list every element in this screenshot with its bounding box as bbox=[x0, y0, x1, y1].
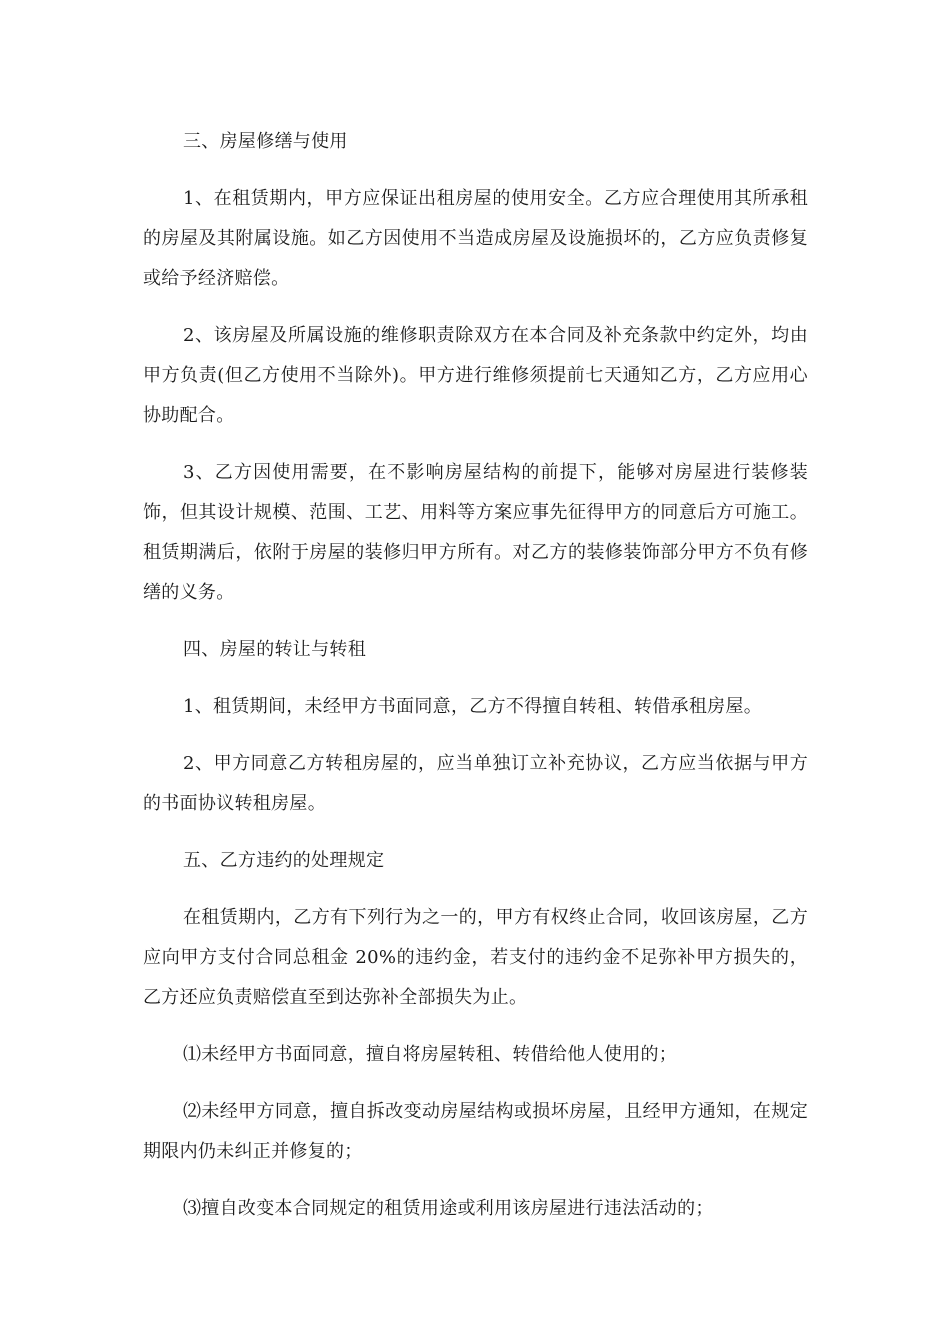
clause-breach-intro: 在租赁期内，乙方有下列行为之一的，甲方有权终止合同，收回该房屋，乙方应向甲方支付合同总租金 20%的违约金，若支付的违约金不足弥补甲方损失的，乙方还应负责赔偿直至到达弥补全部损失为止。 bbox=[143, 907, 808, 1008]
section-heading-breach: 五、乙方违约的处理规定 bbox=[183, 850, 385, 871]
section-heading-repair-use: 三、房屋修缮与使用 bbox=[183, 131, 348, 152]
clause-breach-item-3: ⑶擅自改变本合同规定的租赁用途或利用该房屋进行违法活动的； bbox=[183, 1198, 714, 1219]
clause-breach-item-1: ⑴未经甲方书面同意，擅自将房屋转租、转借给他人使用的； bbox=[183, 1044, 678, 1065]
clause-transfer-1: 1、租赁期间，未经甲方书面同意，乙方不得擅自转租、转借承租房屋。 bbox=[183, 696, 763, 717]
clause-repair-1: 1、在租赁期内，甲方应保证出租房屋的使用安全。乙方应合理使用其所承租的房屋及其附属设施。如乙方因使用不当造成房屋及设施损坏的，乙方应负责修复或给予经济赔偿。 bbox=[143, 188, 808, 289]
document-body bbox=[143, 122, 808, 1229]
clause-transfer-2: 2、甲方同意乙方转租房屋的，应当单独订立补充协议，乙方应当依据与甲方的书面协议转租房屋。 bbox=[143, 753, 808, 814]
section-heading-transfer-sublease: 四、房屋的转让与转租 bbox=[183, 639, 366, 660]
clause-repair-2: 2、该房屋及所属设施的维修职责除双方在本合同及补充条款中约定外，均由甲方负责(但乙方使用不当除外)。甲方进行维修须提前七天通知乙方，乙方应用心协助配合。 bbox=[143, 325, 808, 426]
clause-breach-item-2: ⑵未经甲方同意，擅自拆改变动房屋结构或损坏房屋，且经甲方通知，在规定期限内仍未纠正并修复的； bbox=[143, 1101, 808, 1162]
clause-repair-3: 3、乙方因使用需要，在不影响房屋结构的前提下，能够对房屋进行装修装饰，但其设计规模、范围、工艺、用料等方案应事先征得甲方的同意后方可施工。租赁期满后，依附于房屋的装修归甲方所有。对乙方的装修装饰部分甲方不负有修缮的义务。 bbox=[143, 462, 808, 603]
